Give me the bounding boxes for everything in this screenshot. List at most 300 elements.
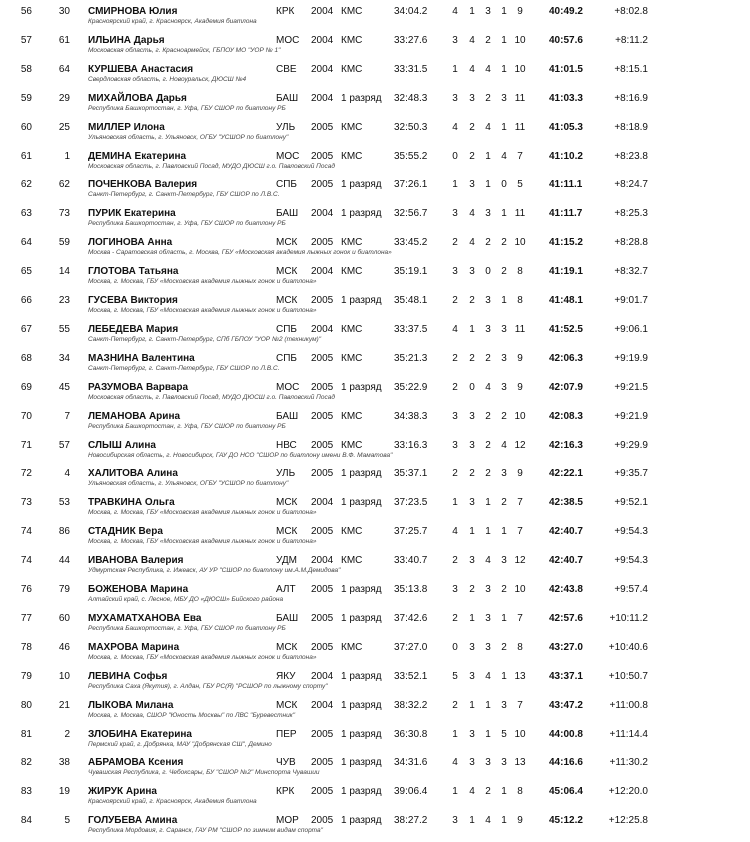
cell-p4: 0	[501, 179, 507, 191]
cell-year: 2004	[311, 34, 334, 46]
cell-p3: 2	[485, 786, 491, 798]
cell-total: 9	[517, 381, 523, 393]
organization-label: Москва, г. Москва, ГБУ «Московская академия лыжных гонок и биатлона»	[88, 653, 317, 661]
cell-year: 2004	[311, 670, 334, 682]
cell-p2: 1	[469, 323, 475, 335]
cell-p4: 3	[501, 699, 507, 711]
cell-year: 2004	[311, 63, 334, 75]
cell-time: 41:05.3	[549, 121, 583, 133]
result-row	[0, 725, 750, 754]
result-row	[0, 147, 750, 176]
cell-name: ЛОГИНОВА Анна	[88, 237, 173, 249]
cell-p3: 2	[485, 439, 491, 451]
organization-label: Республика Башкортостан, г. Уфа, ГБУ СШОР по биатлону РБ	[88, 624, 286, 632]
cell-p3: 2	[485, 352, 491, 364]
cell-gap: +9:54.3	[614, 526, 648, 538]
cell-time: 41:48.1	[549, 295, 583, 306]
cell-place: 66	[20, 295, 32, 306]
cell-rank: КМС	[341, 410, 363, 422]
cell-total: 13	[514, 757, 526, 769]
cell-region: МОС	[276, 150, 300, 162]
organization-label: Москва, г. Москва, ГБУ «Московская академия лыжных гонок и биатлона»	[88, 509, 317, 517]
cell-year: 2005	[311, 295, 334, 306]
cell-name: ЛЕБЕДЕВА Мария	[88, 323, 179, 335]
cell-gap: +8:23.8	[614, 150, 648, 162]
cell-p1: 5	[452, 670, 458, 682]
result-row	[0, 320, 750, 349]
cell-p3: 2	[485, 468, 491, 480]
cell-time: 41:52.5	[549, 323, 583, 335]
cell-p4: 1	[501, 63, 507, 75]
cell-name: МИХАЙЛОВА Дарья	[88, 92, 187, 104]
cell-p4: 3	[501, 352, 507, 364]
cell-total: 5	[517, 179, 523, 191]
cell-region: ЯКУ	[276, 670, 296, 682]
cell-gap: +9:29.9	[614, 439, 648, 451]
cell-bib: 57	[58, 439, 70, 451]
cell-total: 11	[514, 121, 526, 133]
cell-rank: 1 разряд	[341, 757, 382, 769]
cell-gap: +9:01.7	[614, 295, 648, 306]
cell-p3: 1	[485, 497, 491, 509]
cell-p3: 3	[485, 6, 491, 17]
cell-range: 33:31.5	[394, 63, 428, 75]
cell-p2: 3	[469, 410, 475, 422]
cell-rank: КМС	[341, 439, 363, 451]
cell-range: 35:22.9	[394, 381, 428, 393]
cell-time: 42:43.8	[549, 584, 583, 595]
cell-gap: +8:32.7	[614, 266, 648, 278]
cell-range: 35:37.1	[394, 468, 428, 480]
organization-label: Московская область, г. Павловский Посад, МУДО ДЮСШ г.о. Павловский Посад	[88, 162, 335, 170]
cell-p4: 1	[501, 6, 507, 17]
cell-region: МОС	[276, 381, 300, 393]
cell-p1: 3	[452, 410, 458, 422]
cell-time: 43:47.2	[549, 699, 583, 711]
cell-p1: 1	[452, 497, 458, 509]
cell-bib: 1	[64, 150, 70, 162]
cell-p1: 1	[452, 728, 458, 740]
cell-name: ГОЛУБЕВА Амина	[88, 815, 178, 827]
cell-place: 73	[20, 497, 32, 509]
cell-p2: 0	[469, 381, 475, 393]
cell-p3: 2	[485, 237, 491, 249]
cell-gap: +11:14.4	[609, 728, 648, 740]
cell-range: 33:45.2	[394, 237, 428, 249]
cell-year: 2005	[311, 526, 334, 538]
cell-p2: 3	[469, 641, 475, 653]
cell-p4: 1	[501, 295, 507, 306]
cell-place: 64	[20, 237, 32, 249]
cell-time: 40:49.2	[549, 6, 583, 17]
cell-name: ГЛОТОВА Татьяна	[88, 266, 179, 278]
cell-place: 58	[20, 63, 32, 75]
cell-year: 2005	[311, 641, 334, 653]
cell-gap: +9:06.1	[614, 323, 648, 335]
cell-total: 12	[514, 555, 526, 567]
cell-p3: 2	[485, 34, 491, 46]
cell-region: СВЕ	[276, 63, 297, 75]
organization-label: Республика Башкортостан, г. Уфа, ГБУ СШОР по биатлону РБ	[88, 422, 286, 430]
organization-label: Республика Саха (Якутия), г. Алдан, ГБУ РС(Я) "РСШОР по лыжному спорту"	[88, 682, 328, 690]
cell-range: 32:56.7	[394, 208, 428, 220]
cell-rank: КМС	[341, 323, 363, 335]
cell-p1: 1	[452, 786, 458, 798]
cell-p1: 4	[452, 6, 458, 17]
cell-gap: +9:54.3	[614, 555, 648, 567]
cell-name: ПУРИК Екатерина	[88, 208, 176, 220]
cell-p1: 3	[452, 439, 458, 451]
cell-bib: 2	[64, 728, 70, 740]
cell-rank: 1 разряд	[341, 699, 382, 711]
cell-range: 37:42.6	[394, 612, 428, 624]
cell-gap: +12:20.0	[608, 786, 648, 798]
cell-bib: 34	[58, 352, 70, 364]
cell-place: 57	[20, 34, 32, 46]
result-row	[0, 31, 750, 60]
organization-label: Москва, г. Москва, ГБУ «Московская академия лыжных гонок и биатлона»	[88, 538, 317, 546]
cell-gap: +11:00.8	[609, 699, 648, 711]
cell-rank: КМС	[341, 237, 363, 249]
cell-name: ТРАВКИНА Ольга	[88, 497, 175, 509]
cell-name: ЖИРУК Арина	[88, 786, 157, 798]
cell-rank: 1 разряд	[341, 497, 382, 509]
cell-p2: 2	[469, 352, 475, 364]
cell-total: 10	[514, 63, 526, 75]
cell-time: 42:06.3	[549, 352, 583, 364]
cell-region: КРК	[276, 6, 295, 17]
cell-rank: КМС	[341, 34, 363, 46]
cell-p1: 4	[452, 121, 458, 133]
cell-rank: КМС	[341, 641, 363, 653]
cell-bib: 62	[58, 179, 70, 191]
cell-p4: 3	[501, 92, 507, 104]
cell-region: БАШ	[276, 208, 299, 220]
cell-rank: КМС	[341, 526, 363, 538]
cell-place: 74	[20, 526, 32, 538]
cell-year: 2004	[311, 208, 334, 220]
result-row	[0, 753, 750, 782]
cell-p1: 2	[452, 468, 458, 480]
cell-p2: 1	[469, 815, 475, 827]
cell-name: МИЛЛЕР Илона	[88, 121, 165, 133]
cell-rank: КМС	[341, 150, 363, 162]
cell-year: 2004	[311, 323, 334, 335]
cell-year: 2004	[311, 699, 334, 711]
cell-p4: 3	[501, 555, 507, 567]
cell-name: АБРАМОВА Ксения	[88, 757, 184, 769]
cell-time: 40:57.6	[549, 34, 583, 46]
cell-bib: 19	[58, 786, 70, 798]
cell-p3: 3	[485, 584, 491, 595]
cell-bib: 59	[58, 237, 70, 249]
cell-bib: 61	[58, 34, 70, 46]
cell-place: 78	[20, 641, 32, 653]
cell-rank: 1 разряд	[341, 295, 382, 306]
cell-region: НВС	[276, 439, 297, 451]
cell-place: 63	[20, 208, 32, 220]
cell-p2: 3	[469, 266, 475, 278]
cell-name: СТАДНИК Вера	[88, 526, 163, 538]
result-row	[0, 89, 750, 118]
cell-name: СМИРНОВА Юлия	[88, 6, 178, 17]
cell-year: 2005	[311, 410, 334, 422]
cell-bib: 64	[58, 63, 70, 75]
cell-p2: 2	[469, 584, 475, 595]
cell-bib: 38	[58, 757, 70, 769]
result-row	[0, 118, 750, 147]
cell-region: СПБ	[276, 352, 297, 364]
cell-name: ПОЧЕНКОВА Валерия	[88, 179, 198, 191]
cell-p1: 2	[452, 352, 458, 364]
cell-place: 79	[20, 670, 32, 682]
cell-p4: 2	[501, 641, 507, 653]
cell-place: 83	[20, 786, 32, 798]
cell-time: 41:11.7	[549, 208, 583, 220]
cell-region: БАШ	[276, 92, 299, 104]
cell-region: МСК	[276, 237, 298, 249]
cell-p1: 2	[452, 699, 458, 711]
cell-p2: 3	[469, 179, 475, 191]
cell-p4: 4	[501, 439, 507, 451]
cell-p1: 1	[452, 179, 458, 191]
cell-time: 41:10.2	[549, 150, 583, 162]
cell-time: 41:19.1	[549, 266, 583, 278]
cell-gap: +10:11.2	[609, 612, 648, 624]
cell-p1: 3	[452, 815, 458, 827]
cell-range: 35:55.2	[394, 150, 428, 162]
cell-rank: 1 разряд	[341, 92, 382, 104]
cell-total: 9	[517, 815, 523, 827]
cell-p2: 4	[469, 34, 475, 46]
cell-p3: 4	[485, 670, 491, 682]
cell-bib: 60	[58, 612, 70, 624]
cell-gap: +8:02.8	[614, 6, 648, 17]
organization-label: Алтайский край, с. Лесное, МБУ ДО «ДЮСШ» Бийского района	[88, 596, 284, 603]
cell-p4: 3	[501, 468, 507, 480]
cell-p1: 3	[452, 584, 458, 595]
cell-p2: 1	[469, 612, 475, 624]
cell-total: 10	[514, 584, 526, 595]
cell-name: ЗЛОБИНА Екатерина	[88, 728, 192, 740]
cell-year: 2005	[311, 612, 334, 624]
cell-rank: 1 разряд	[341, 670, 382, 682]
cell-place: 65	[20, 266, 32, 278]
result-row	[0, 233, 750, 262]
cell-bib: 5	[64, 815, 70, 827]
cell-p4: 1	[501, 121, 507, 133]
cell-p3: 3	[485, 612, 491, 624]
cell-bib: 55	[58, 323, 70, 335]
cell-total: 10	[514, 410, 526, 422]
cell-total: 7	[517, 150, 523, 162]
cell-place: 74	[20, 555, 32, 567]
cell-p2: 4	[469, 786, 475, 798]
cell-p1: 2	[452, 612, 458, 624]
cell-p3: 3	[485, 757, 491, 769]
cell-region: БАШ	[276, 410, 299, 422]
cell-place: 80	[20, 699, 32, 711]
cell-gap: +9:21.9	[614, 410, 648, 422]
cell-range: 33:16.3	[394, 439, 428, 451]
cell-p1: 4	[452, 526, 458, 538]
organization-label: Москва - Саратовская область, г. Москва, ГБУ «Московская академия лыжных гонок и биатлона»	[88, 249, 392, 257]
cell-p1: 3	[452, 266, 458, 278]
cell-p3: 4	[485, 121, 491, 133]
cell-p4: 1	[501, 526, 507, 538]
cell-time: 43:37.1	[549, 670, 583, 682]
cell-gap: +8:15.1	[614, 63, 648, 75]
cell-range: 33:27.6	[394, 34, 428, 46]
result-row	[0, 782, 750, 811]
cell-total: 8	[517, 641, 523, 653]
cell-p4: 1	[501, 815, 507, 827]
cell-p3: 1	[485, 179, 491, 191]
cell-p3: 1	[485, 699, 491, 711]
result-row	[0, 407, 750, 436]
cell-time: 42:40.7	[549, 526, 583, 538]
cell-gap: +11:30.2	[609, 757, 648, 769]
cell-name: МАЗНИНА Валентина	[88, 352, 195, 364]
cell-gap: +9:57.4	[614, 584, 648, 595]
cell-year: 2005	[311, 121, 334, 133]
organization-label: Свердловская область, г. Новоуральск, ДЮСШ №4	[88, 75, 247, 83]
cell-p2: 3	[469, 497, 475, 509]
cell-p2: 3	[469, 728, 475, 740]
cell-place: 56	[20, 6, 32, 17]
cell-place: 84	[20, 815, 32, 827]
result-row	[0, 60, 750, 89]
organization-label: Ульяновская область, г. Ульяновск, ОГБУ "УСШОР по биатлону"	[88, 480, 289, 488]
cell-total: 10	[514, 728, 526, 740]
result-row	[0, 436, 750, 465]
cell-time: 45:06.4	[549, 786, 583, 798]
cell-total: 7	[517, 699, 523, 711]
cell-time: 42:08.3	[549, 410, 583, 422]
cell-bib: 14	[58, 266, 70, 278]
cell-range: 32:48.3	[394, 92, 428, 104]
cell-rank: 1 разряд	[341, 381, 382, 393]
cell-range: 34:31.6	[394, 757, 428, 769]
cell-bib: 44	[58, 555, 70, 567]
cell-time: 42:22.1	[549, 468, 583, 480]
cell-gap: +8:11.2	[615, 34, 648, 46]
cell-name: МУХАМАТХАНОВА Ева	[88, 612, 202, 624]
cell-gap: +8:25.3	[614, 208, 648, 220]
cell-time: 45:12.2	[549, 815, 583, 827]
cell-p4: 1	[501, 208, 507, 220]
cell-p3: 4	[485, 381, 491, 393]
cell-p4: 3	[501, 757, 507, 769]
cell-region: МОС	[276, 34, 300, 46]
cell-place: 59	[20, 92, 32, 104]
cell-rank: 1 разряд	[341, 584, 382, 595]
cell-total: 9	[517, 352, 523, 364]
cell-bib: 25	[58, 121, 70, 133]
result-row	[0, 696, 750, 725]
cell-p3: 3	[485, 295, 491, 306]
cell-place: 69	[20, 381, 32, 393]
organization-label: Красноярский край, г. Красноярск, Академия биатлона	[88, 18, 257, 25]
cell-p2: 4	[469, 63, 475, 75]
cell-year: 2005	[311, 468, 334, 480]
cell-bib: 46	[58, 641, 70, 653]
organization-label: Санкт-Петербург, г. Санкт-Петербург, ГБУ СШОР по Л.В.С.	[88, 191, 280, 199]
cell-gap: +10:40.6	[608, 641, 648, 653]
cell-p1: 2	[452, 295, 458, 306]
cell-region: МСК	[276, 497, 298, 509]
result-row	[0, 291, 750, 320]
cell-gap: +8:16.9	[614, 92, 648, 104]
organization-label: Пермский край, г. Добрянка, МАУ "Добрянская СШ", Демино	[88, 740, 272, 748]
cell-bib: 23	[58, 295, 70, 306]
cell-name: КУРШЕВА Анастасия	[88, 63, 194, 75]
cell-total: 8	[517, 295, 523, 306]
cell-place: 70	[20, 410, 32, 422]
cell-p4: 2	[501, 266, 507, 278]
cell-year: 2004	[311, 497, 334, 509]
cell-p2: 2	[469, 468, 475, 480]
cell-time: 42:57.6	[549, 612, 583, 624]
cell-p2: 2	[469, 121, 475, 133]
cell-place: 77	[20, 612, 32, 624]
cell-total: 7	[517, 612, 523, 624]
cell-rank: 1 разряд	[341, 612, 382, 624]
cell-time: 41:01.5	[549, 63, 583, 75]
cell-name: ЛЕМАНОВА Арина	[88, 410, 181, 422]
cell-year: 2005	[311, 352, 334, 364]
cell-bib: 7	[64, 410, 70, 422]
result-row	[0, 638, 750, 667]
cell-p4: 2	[501, 497, 507, 509]
organization-label: Ульяновская область, г. Ульяновск, ОГБУ "УСШОР по биатлону"	[88, 133, 289, 141]
cell-p1: 1	[452, 63, 458, 75]
cell-region: УЛЬ	[276, 468, 296, 480]
cell-p2: 3	[469, 92, 475, 104]
cell-range: 33:40.7	[394, 555, 428, 567]
result-row	[0, 609, 750, 638]
cell-p1: 2	[452, 237, 458, 249]
cell-name: ЛЫКОВА Милана	[88, 699, 174, 711]
cell-year: 2004	[311, 266, 334, 278]
result-row	[0, 2, 750, 31]
cell-p4: 4	[501, 150, 507, 162]
cell-name: ГУСЕВА Виктория	[88, 295, 178, 306]
cell-p4: 1	[501, 786, 507, 798]
cell-range: 33:52.1	[394, 670, 428, 682]
cell-region: МСК	[276, 641, 298, 653]
cell-rank: КМС	[341, 6, 363, 17]
cell-range: 37:25.7	[394, 526, 428, 538]
cell-rank: 1 разряд	[341, 815, 382, 827]
cell-region: УДМ	[276, 555, 298, 567]
cell-p2: 3	[469, 555, 475, 567]
cell-bib: 79	[58, 584, 70, 595]
cell-p4: 1	[501, 34, 507, 46]
cell-gap: +8:18.9	[614, 121, 648, 133]
cell-rank: КМС	[341, 352, 363, 364]
cell-time: 42:38.5	[549, 497, 583, 509]
cell-p1: 3	[452, 208, 458, 220]
cell-year: 2005	[311, 786, 334, 798]
cell-rank: 1 разряд	[341, 208, 382, 220]
cell-region: ЧУВ	[276, 757, 296, 769]
cell-total: 12	[514, 439, 526, 451]
cell-p4: 5	[501, 728, 507, 740]
cell-rank: 1 разряд	[341, 468, 382, 480]
cell-p3: 2	[485, 410, 491, 422]
cell-p4: 2	[501, 237, 507, 249]
